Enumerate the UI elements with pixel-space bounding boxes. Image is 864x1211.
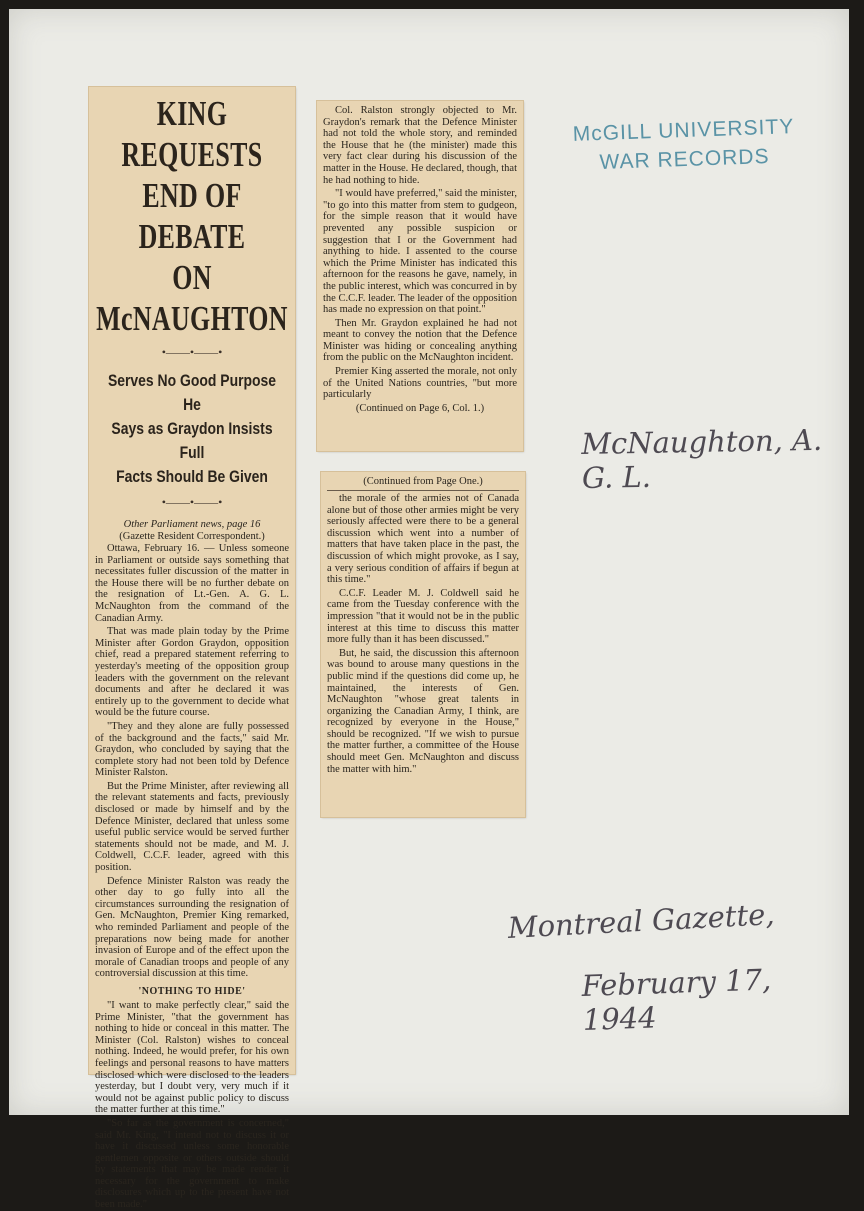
paragraph: "They and they alone are fully possessed of the background and the facts," said Mr. Graydon, who concluded by saying that the complete story had not been told by Defence Minister Ralston. — [95, 720, 289, 779]
stamp-line-1: McGILL UNIVERSITY — [572, 115, 795, 146]
clipping-column-3 — [321, 472, 525, 817]
paragraph: Premier King asserted the morale, not only of the United Nations countries, "but more particularly — [323, 366, 517, 401]
section-heading: 'NOTHING TO HIDE' — [138, 985, 246, 997]
continued-on-line: (Continued on Page 6, Col. 1.) — [355, 402, 485, 414]
clipping-column-1 — [89, 87, 295, 1211]
handwritten-date: February 17, 1944 — [581, 962, 772, 1037]
paragraph: But, he said, the discussion this afternoon was bound to arouse many questions in the public mind if the questions did come up, he maintained, the interests of Gen. McNaughton "whose great talents in organizing the Canadian Army, I think, are recognized by everyone in the House," should be recognized. "If we wish to pursue the matter further, a committee of the House should meet Gen. McNaughton and discuss the matter with him." — [327, 647, 519, 775]
paragraph: Ottawa, February 16. — Unless someone in Parliament or outside says something that necessitates fuller discussion of the matter in the House there will be no further debate on the resignation of Lt.-Gen. A. G. L. McNaughton from the command of the Canadian Army. — [95, 543, 289, 624]
subhead-line-3: Facts Should Be Given — [116, 467, 268, 486]
handwritten-subject: McNaughton, A. G. L. — [581, 422, 823, 495]
other-news-note: Other Parliament news, page 16 — [123, 519, 261, 530]
article-body-col1 — [95, 543, 289, 980]
paragraph: Defence Minister Ralston was ready the other day to go fully into all the circumstances surrounding the resignation of Gen. McNaughton, Premier King remarked, who reminded Parliament and people of the preparations now being made for another invasion of Europe and of the effect upon the morale of Canadian troops and people of any controversial discussion at this time. — [95, 875, 289, 980]
headline-line-3: ON McNAUGHTON — [96, 258, 288, 338]
headline-divider: •——•——• — [161, 345, 223, 359]
subheadline — [98, 369, 287, 489]
paragraph: "I want to make perfectly clear," said the Prime Minister, "that the government has nothing to hide or conceal in this matter. The Minister (Col. Ralston) wishes to conceal nothing. Indeed, he would prefer, for his own feelings and personal reasons to have matters disclosed which were disclosed to the leaders yesterday, but I doubt very, very much if it would not be against public policy to discuss the matter further at this time." — [95, 999, 289, 1116]
paragraph: "So far as the government is concerned," said Mr. King, "I intend not to discuss it or have it discussed unless some honorable gentlemen opposite or others outside should by statements that may be made render it necessary for the government to make disclosures which up to the present have not been made." — [95, 1117, 289, 1211]
paragraph: But the Prime Minister, after reviewing all the relevant statements and facts, previously disclosed or made by himself and by the Defence Minister, declared that unless some useful public service would be served further statements should not be made, and M. J. Coldwell, C.C.F. leader, agreed with this position. — [95, 780, 289, 874]
headline — [96, 93, 288, 339]
archive-sheet — [9, 9, 849, 1211]
correspondent-line: (Gazette Resident Correspondent.) — [119, 531, 265, 542]
paragraph: the morale of the armies not of Canada alone but of those other armies might be very seriously affected were there to be a general discussion which went into a number of matters that have taken place in the past, the discussion of which might provoke, as I say, a very serious condition of affairs if begun at this time." — [327, 493, 519, 586]
paragraph: "I would have preferred," said the minister, "to go into this matter from stem to gudgeon, for the simple reason that it would have prevented any possible suspicion or suggestion that I or the Government had anything to hide. I assented to the course which the Prime Minister has indicated this afternoon for the reasons he gave, namely, in the public interest, which was concurred in by the C.C.F. leader. The leader of the opposition has made no expression on that point." — [323, 188, 517, 316]
handwritten-source: Montreal Gazette, — [507, 897, 776, 945]
clipping-column-2 — [317, 101, 523, 451]
article-body-col3 — [327, 493, 519, 775]
paragraph: C.C.F. Leader M. J. Coldwell said he came from the Tuesday conference with the impression "that it would not be in the public interest at this time to discuss this matter more fully than it has been discussed." — [327, 587, 519, 646]
stamp-line-2: WAR RECORDS — [599, 145, 770, 174]
paragraph: Then Mr. Graydon explained he had not meant to convey the notion that the Defence Minister was hiding or concealing anything from the public on the McNaughton incident. — [323, 317, 517, 364]
subhead-divider: •——•——• — [161, 495, 223, 509]
paragraph: That was made plain today by the Prime Minister after Gordon Graydon, opposition chief, read a prepared statement referring to yesterday's meeting of the opposition group leaders with the government on the relevant documents and after he declared it was entirely up to the government to decide what would be the future course. — [95, 626, 289, 719]
paragraph: Col. Ralston strongly objected to Mr. Graydon's remark that the Defence Minister had not told the whole story, and reminded the House that he (the minister) made this very fact clear during his discussion of the matter in the House. He declared, though, that he had nothing to hide. — [323, 105, 517, 186]
headline-line-1: KING REQUESTS — [121, 94, 263, 174]
continued-from-line: (Continued from Page One.) — [327, 476, 519, 491]
article-body-col2 — [323, 105, 517, 401]
headline-line-2: END OF DEBATE — [138, 176, 246, 256]
article-body-col1b — [95, 1000, 289, 1211]
subhead-line-1: Serves No Good Purpose He — [107, 371, 277, 414]
subhead-line-2: Says as Graydon Insists Full — [111, 419, 273, 462]
archive-stamp — [548, 111, 820, 178]
